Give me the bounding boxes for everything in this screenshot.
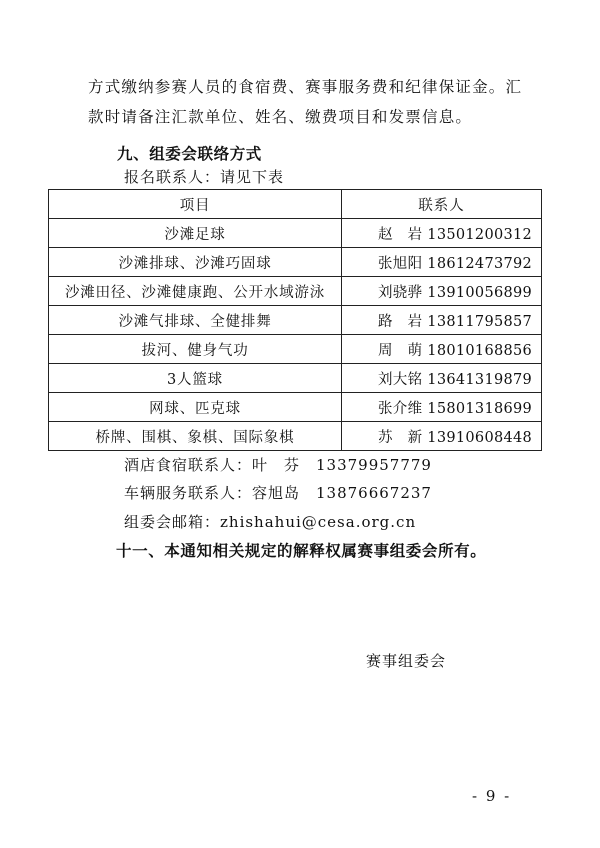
contact-cell: 刘大铭 13641319879	[342, 364, 542, 393]
contact-cell: 张介维 15801318699	[342, 393, 542, 422]
signature: 赛事组委会	[366, 652, 447, 670]
column-header-contact: 联系人	[342, 190, 542, 219]
vehicle-contact-line: 车辆服务联系人：容旭岛 13876667237	[124, 484, 432, 502]
contact-cell: 张旭阳 18612473792	[342, 248, 542, 277]
item-cell: 沙滩田径、沙滩健康跑、公开水域游泳	[49, 277, 342, 306]
contact-table	[48, 189, 542, 451]
page-number: - 9 -	[472, 787, 512, 805]
item-cell: 3人篮球	[49, 364, 342, 393]
item-cell: 拔河、健身气功	[49, 335, 342, 364]
contact-cell: 赵 岩 13501200312	[342, 219, 542, 248]
table-row	[49, 248, 542, 277]
registration-contact-line: 报名联系人：请见下表	[124, 168, 285, 186]
contact-cell: 刘骁骅 13910056899	[342, 277, 542, 306]
hotel-contact-line: 酒店食宿联系人：叶 芬 13379957779	[124, 456, 432, 474]
item-cell: 沙滩排球、沙滩巧固球	[49, 248, 342, 277]
table-row	[49, 277, 542, 306]
section-11-heading: 十一、本通知相关规定的解释权属赛事组委会所有。	[116, 542, 487, 560]
table-row	[49, 393, 542, 422]
committee-email-line: 组委会邮箱：zhishahui@cesa.org.cn	[124, 513, 417, 531]
item-cell: 沙滩气排球、全健排舞	[49, 306, 342, 335]
contact-cell: 周 萌 18010168856	[342, 335, 542, 364]
item-cell: 沙滩足球	[49, 219, 342, 248]
table-row	[49, 364, 542, 393]
contact-cell: 路 岩 13811795857	[342, 306, 542, 335]
section-9-heading: 九、组委会联络方式	[117, 145, 262, 163]
table-row	[49, 335, 542, 364]
table-header-row	[49, 190, 542, 219]
item-cell: 桥牌、围棋、象棋、国际象棋	[49, 422, 342, 451]
column-header-item: 项目	[49, 190, 342, 219]
item-cell: 网球、匹克球	[49, 393, 342, 422]
table-row	[49, 306, 542, 335]
intro-paragraph: 方式缴纳参赛人员的食宿费、赛事服务费和纪律保证金。汇款时请备注汇款单位、姓名、缴费项目和发票信息。	[88, 78, 523, 126]
table-row	[49, 422, 542, 451]
table-row	[49, 219, 542, 248]
contact-cell: 苏 新 13910608448	[342, 422, 542, 451]
